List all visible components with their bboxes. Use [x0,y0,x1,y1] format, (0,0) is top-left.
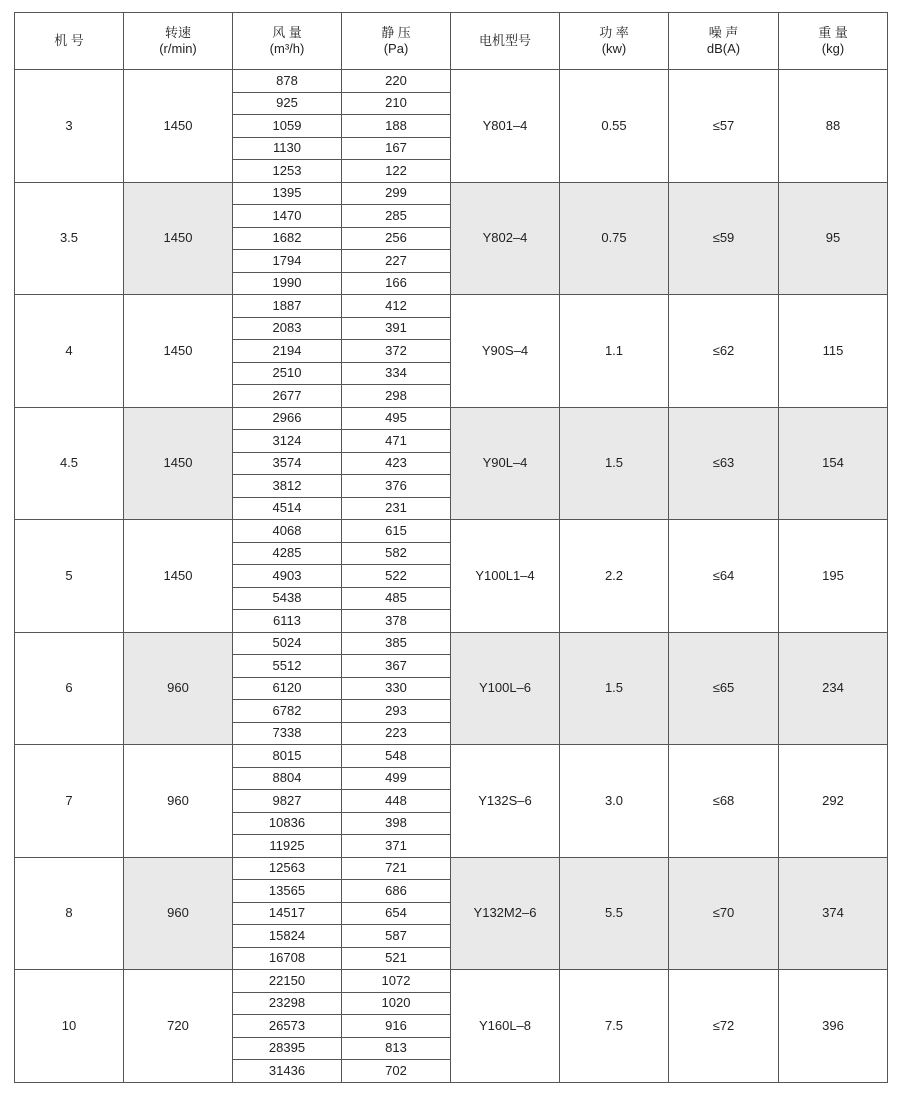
weight-cell: 88 [779,70,888,183]
airflow-cell: 14517 [233,902,342,925]
speed-cell: 720 [124,970,233,1083]
header-static-pressure: 静 压 (Pa) [342,13,451,70]
speed-cell: 960 [124,745,233,858]
noise-cell: ≤62 [669,295,779,408]
table-row [15,745,888,768]
power-cell: 0.55 [560,70,669,183]
header-model: 机 号 [15,13,124,70]
model-number-cell: 3.5 [15,182,124,295]
model-number-cell: 6 [15,632,124,745]
power-cell: 7.5 [560,970,669,1083]
model-number-cell: 8 [15,857,124,970]
static-pressure-cell: 256 [342,227,451,250]
static-pressure-cell: 299 [342,182,451,205]
airflow-cell: 4285 [233,542,342,565]
airflow-cell: 1059 [233,115,342,138]
table-row [15,520,888,543]
motor-model-cell: Y802–4 [451,182,560,295]
airflow-cell: 1682 [233,227,342,250]
airflow-cell: 10836 [233,812,342,835]
speed-cell: 1450 [124,295,233,408]
motor-model-cell: Y100L1–4 [451,520,560,633]
weight-cell: 396 [779,970,888,1083]
static-pressure-cell: 916 [342,1015,451,1038]
static-pressure-cell: 1020 [342,992,451,1015]
static-pressure-cell: 587 [342,925,451,948]
airflow-cell: 6782 [233,700,342,723]
airflow-cell: 2510 [233,362,342,385]
power-cell: 1.5 [560,632,669,745]
static-pressure-cell: 298 [342,385,451,408]
model-number-cell: 4.5 [15,407,124,520]
static-pressure-cell: 548 [342,745,451,768]
airflow-cell: 6113 [233,610,342,633]
static-pressure-cell: 423 [342,452,451,475]
power-cell: 2.2 [560,520,669,633]
airflow-cell: 4068 [233,520,342,543]
static-pressure-cell: 485 [342,587,451,610]
airflow-cell: 15824 [233,925,342,948]
airflow-cell: 1794 [233,250,342,273]
table-row [15,970,888,993]
static-pressure-cell: 448 [342,790,451,813]
static-pressure-cell: 615 [342,520,451,543]
table-row [15,632,888,655]
noise-cell: ≤70 [669,857,779,970]
header-row [15,13,888,70]
static-pressure-cell: 210 [342,92,451,115]
static-pressure-cell: 378 [342,610,451,633]
static-pressure-cell: 654 [342,902,451,925]
airflow-cell: 13565 [233,880,342,903]
model-number-cell: 3 [15,70,124,183]
airflow-cell: 2966 [233,407,342,430]
motor-model-cell: Y100L–6 [451,632,560,745]
speed-cell: 1450 [124,407,233,520]
model-number-cell: 10 [15,970,124,1083]
static-pressure-cell: 495 [342,407,451,430]
motor-model-cell: Y801–4 [451,70,560,183]
model-number-cell: 5 [15,520,124,633]
static-pressure-cell: 334 [342,362,451,385]
airflow-cell: 23298 [233,992,342,1015]
fan-spec-table [14,12,888,1083]
static-pressure-cell: 813 [342,1037,451,1060]
airflow-cell: 1887 [233,295,342,318]
static-pressure-cell: 702 [342,1060,451,1083]
header-airflow: 风 量 (m³/h) [233,13,342,70]
airflow-cell: 1130 [233,137,342,160]
static-pressure-cell: 372 [342,340,451,363]
speed-cell: 960 [124,632,233,745]
airflow-cell: 2194 [233,340,342,363]
noise-cell: ≤65 [669,632,779,745]
weight-cell: 234 [779,632,888,745]
table-row [15,857,888,880]
airflow-cell: 12563 [233,857,342,880]
airflow-cell: 1470 [233,205,342,228]
power-cell: 0.75 [560,182,669,295]
airflow-cell: 8804 [233,767,342,790]
airflow-cell: 4514 [233,497,342,520]
static-pressure-cell: 499 [342,767,451,790]
airflow-cell: 16708 [233,947,342,970]
header-weight: 重 量 (kg) [779,13,888,70]
header-power: 功 率 (kw) [560,13,669,70]
table-header [15,13,888,70]
airflow-cell: 2677 [233,385,342,408]
static-pressure-cell: 385 [342,632,451,655]
static-pressure-cell: 522 [342,565,451,588]
weight-cell: 374 [779,857,888,970]
noise-cell: ≤59 [669,182,779,295]
airflow-cell: 3124 [233,430,342,453]
static-pressure-cell: 521 [342,947,451,970]
airflow-cell: 28395 [233,1037,342,1060]
table-row [15,182,888,205]
static-pressure-cell: 293 [342,700,451,723]
table-row [15,407,888,430]
noise-cell: ≤57 [669,70,779,183]
header-noise: 噪 声 dB(A) [669,13,779,70]
motor-model-cell: Y90S–4 [451,295,560,408]
airflow-cell: 26573 [233,1015,342,1038]
static-pressure-cell: 371 [342,835,451,858]
static-pressure-cell: 166 [342,272,451,295]
airflow-cell: 22150 [233,970,342,993]
airflow-cell: 925 [233,92,342,115]
motor-model-cell: Y90L–4 [451,407,560,520]
speed-cell: 960 [124,857,233,970]
power-cell: 1.5 [560,407,669,520]
static-pressure-cell: 330 [342,677,451,700]
noise-cell: ≤68 [669,745,779,858]
noise-cell: ≤72 [669,970,779,1083]
airflow-cell: 5512 [233,655,342,678]
static-pressure-cell: 227 [342,250,451,273]
power-cell: 5.5 [560,857,669,970]
airflow-cell: 9827 [233,790,342,813]
weight-cell: 292 [779,745,888,858]
header-speed: 转速 (r/min) [124,13,233,70]
static-pressure-cell: 471 [342,430,451,453]
static-pressure-cell: 376 [342,475,451,498]
static-pressure-cell: 582 [342,542,451,565]
table-row [15,295,888,318]
static-pressure-cell: 223 [342,722,451,745]
speed-cell: 1450 [124,520,233,633]
static-pressure-cell: 220 [342,70,451,93]
header-motor-model: 电机型号 [451,13,560,70]
static-pressure-cell: 167 [342,137,451,160]
noise-cell: ≤64 [669,520,779,633]
model-number-cell: 7 [15,745,124,858]
speed-cell: 1450 [124,182,233,295]
airflow-cell: 4903 [233,565,342,588]
airflow-cell: 1253 [233,160,342,183]
static-pressure-cell: 122 [342,160,451,183]
motor-model-cell: Y132M2–6 [451,857,560,970]
weight-cell: 115 [779,295,888,408]
weight-cell: 195 [779,520,888,633]
table-row [15,70,888,93]
airflow-cell: 11925 [233,835,342,858]
airflow-cell: 878 [233,70,342,93]
weight-cell: 154 [779,407,888,520]
airflow-cell: 3812 [233,475,342,498]
static-pressure-cell: 412 [342,295,451,318]
power-cell: 3.0 [560,745,669,858]
airflow-cell: 31436 [233,1060,342,1083]
airflow-cell: 3574 [233,452,342,475]
weight-cell: 95 [779,182,888,295]
motor-model-cell: Y160L–8 [451,970,560,1083]
airflow-cell: 8015 [233,745,342,768]
static-pressure-cell: 391 [342,317,451,340]
power-cell: 1.1 [560,295,669,408]
static-pressure-cell: 1072 [342,970,451,993]
noise-cell: ≤63 [669,407,779,520]
airflow-cell: 5438 [233,587,342,610]
static-pressure-cell: 285 [342,205,451,228]
static-pressure-cell: 231 [342,497,451,520]
speed-cell: 1450 [124,70,233,183]
table-body [15,70,888,1083]
airflow-cell: 1990 [233,272,342,295]
static-pressure-cell: 721 [342,857,451,880]
static-pressure-cell: 398 [342,812,451,835]
static-pressure-cell: 188 [342,115,451,138]
airflow-cell: 6120 [233,677,342,700]
motor-model-cell: Y132S–6 [451,745,560,858]
static-pressure-cell: 367 [342,655,451,678]
airflow-cell: 7338 [233,722,342,745]
static-pressure-cell: 686 [342,880,451,903]
model-number-cell: 4 [15,295,124,408]
airflow-cell: 2083 [233,317,342,340]
airflow-cell: 1395 [233,182,342,205]
airflow-cell: 5024 [233,632,342,655]
